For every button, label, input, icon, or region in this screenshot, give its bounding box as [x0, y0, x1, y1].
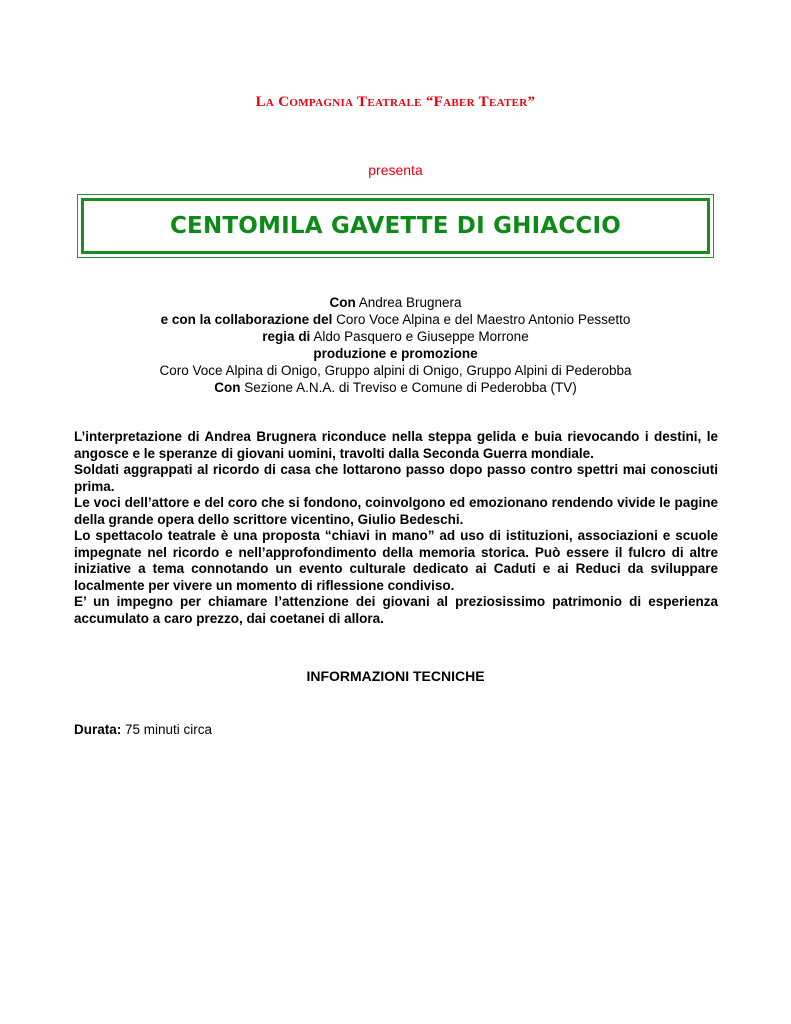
description-block [74, 429, 718, 627]
duration-line [74, 722, 212, 737]
duration-value: 75 minuti circa [121, 722, 213, 737]
description-paragraph: E’ un impegno per chiamare l’attenzione dei giovani al preziosissimo patrimonio di esperienza accumulato a caro prezzo, dai coetanei di allora. [74, 594, 718, 626]
tech-heading: INFORMAZIONI TECNICHE [306, 668, 485, 684]
credit-text: Sezione A.N.A. di Treviso e Comune di Pederobba (TV) [240, 380, 577, 395]
presenta-text: presenta [368, 162, 423, 178]
credits-block [60, 294, 731, 396]
credit-text: Andrea Brugnera [355, 295, 462, 310]
title-frame [77, 194, 714, 258]
credit-line [60, 362, 731, 379]
credit-label: Con [214, 380, 241, 395]
credit-line [60, 328, 731, 345]
show-title: CENTOMILA GAVETTE DI GHIACCIO [169, 213, 622, 239]
credit-text: Coro Voce Alpina di Onigo, Gruppo alpini di Onigo, Gruppo Alpini di Pederobba [159, 363, 632, 378]
credit-line [60, 311, 731, 328]
description-paragraph: L’interpretazione di Andrea Brugnera riconduce nella steppa gelida e buia rievocando i destini, le angosce e le speranze di giovani uomini, travolti dalla Seconda Guerra mondiale. [74, 429, 718, 461]
credit-label: regia di [262, 329, 311, 344]
credit-text: Aldo Pasquero e Giuseppe Morrone [310, 329, 529, 344]
credit-label: e con la collaborazione del [160, 312, 333, 327]
company-name: La Compagnia Teatrale “Faber Teater” [255, 94, 536, 110]
description-paragraph: Soldati aggrappati al ricordo di casa che lottarono passo dopo passo contro spettri mai conosciuti prima. [74, 462, 718, 494]
duration-label: Durata: [74, 722, 122, 737]
credit-label: Con [329, 295, 356, 310]
credit-line [60, 294, 731, 311]
credit-line [60, 379, 731, 396]
credit-label: produzione e promozione [313, 346, 478, 361]
description-paragraph: Lo spettacolo teatrale è una proposta “chiavi in mano” ad uso di istituzioni, associazioni e scuole impegnate nel ricordo e nell’approfondimento della memoria storica. Può essere il fulcro di altre iniziative a tema connotando un evento culturale dedicato ai Caduti e ai Reduci da sviluppare localmente per vivere un momento di riflessione condiviso. [74, 528, 718, 593]
credit-text: Coro Voce Alpina e del Maestro Antonio Pessetto [332, 312, 631, 327]
title-frame-inner [81, 198, 710, 254]
credit-line [60, 345, 731, 362]
description-paragraph: Le voci dell’attore e del coro che si fondono, coinvolgono ed emozionano rendendo vivide le pagine della grande opera dello scrittore vicentino, Giulio Bedeschi. [74, 495, 718, 527]
